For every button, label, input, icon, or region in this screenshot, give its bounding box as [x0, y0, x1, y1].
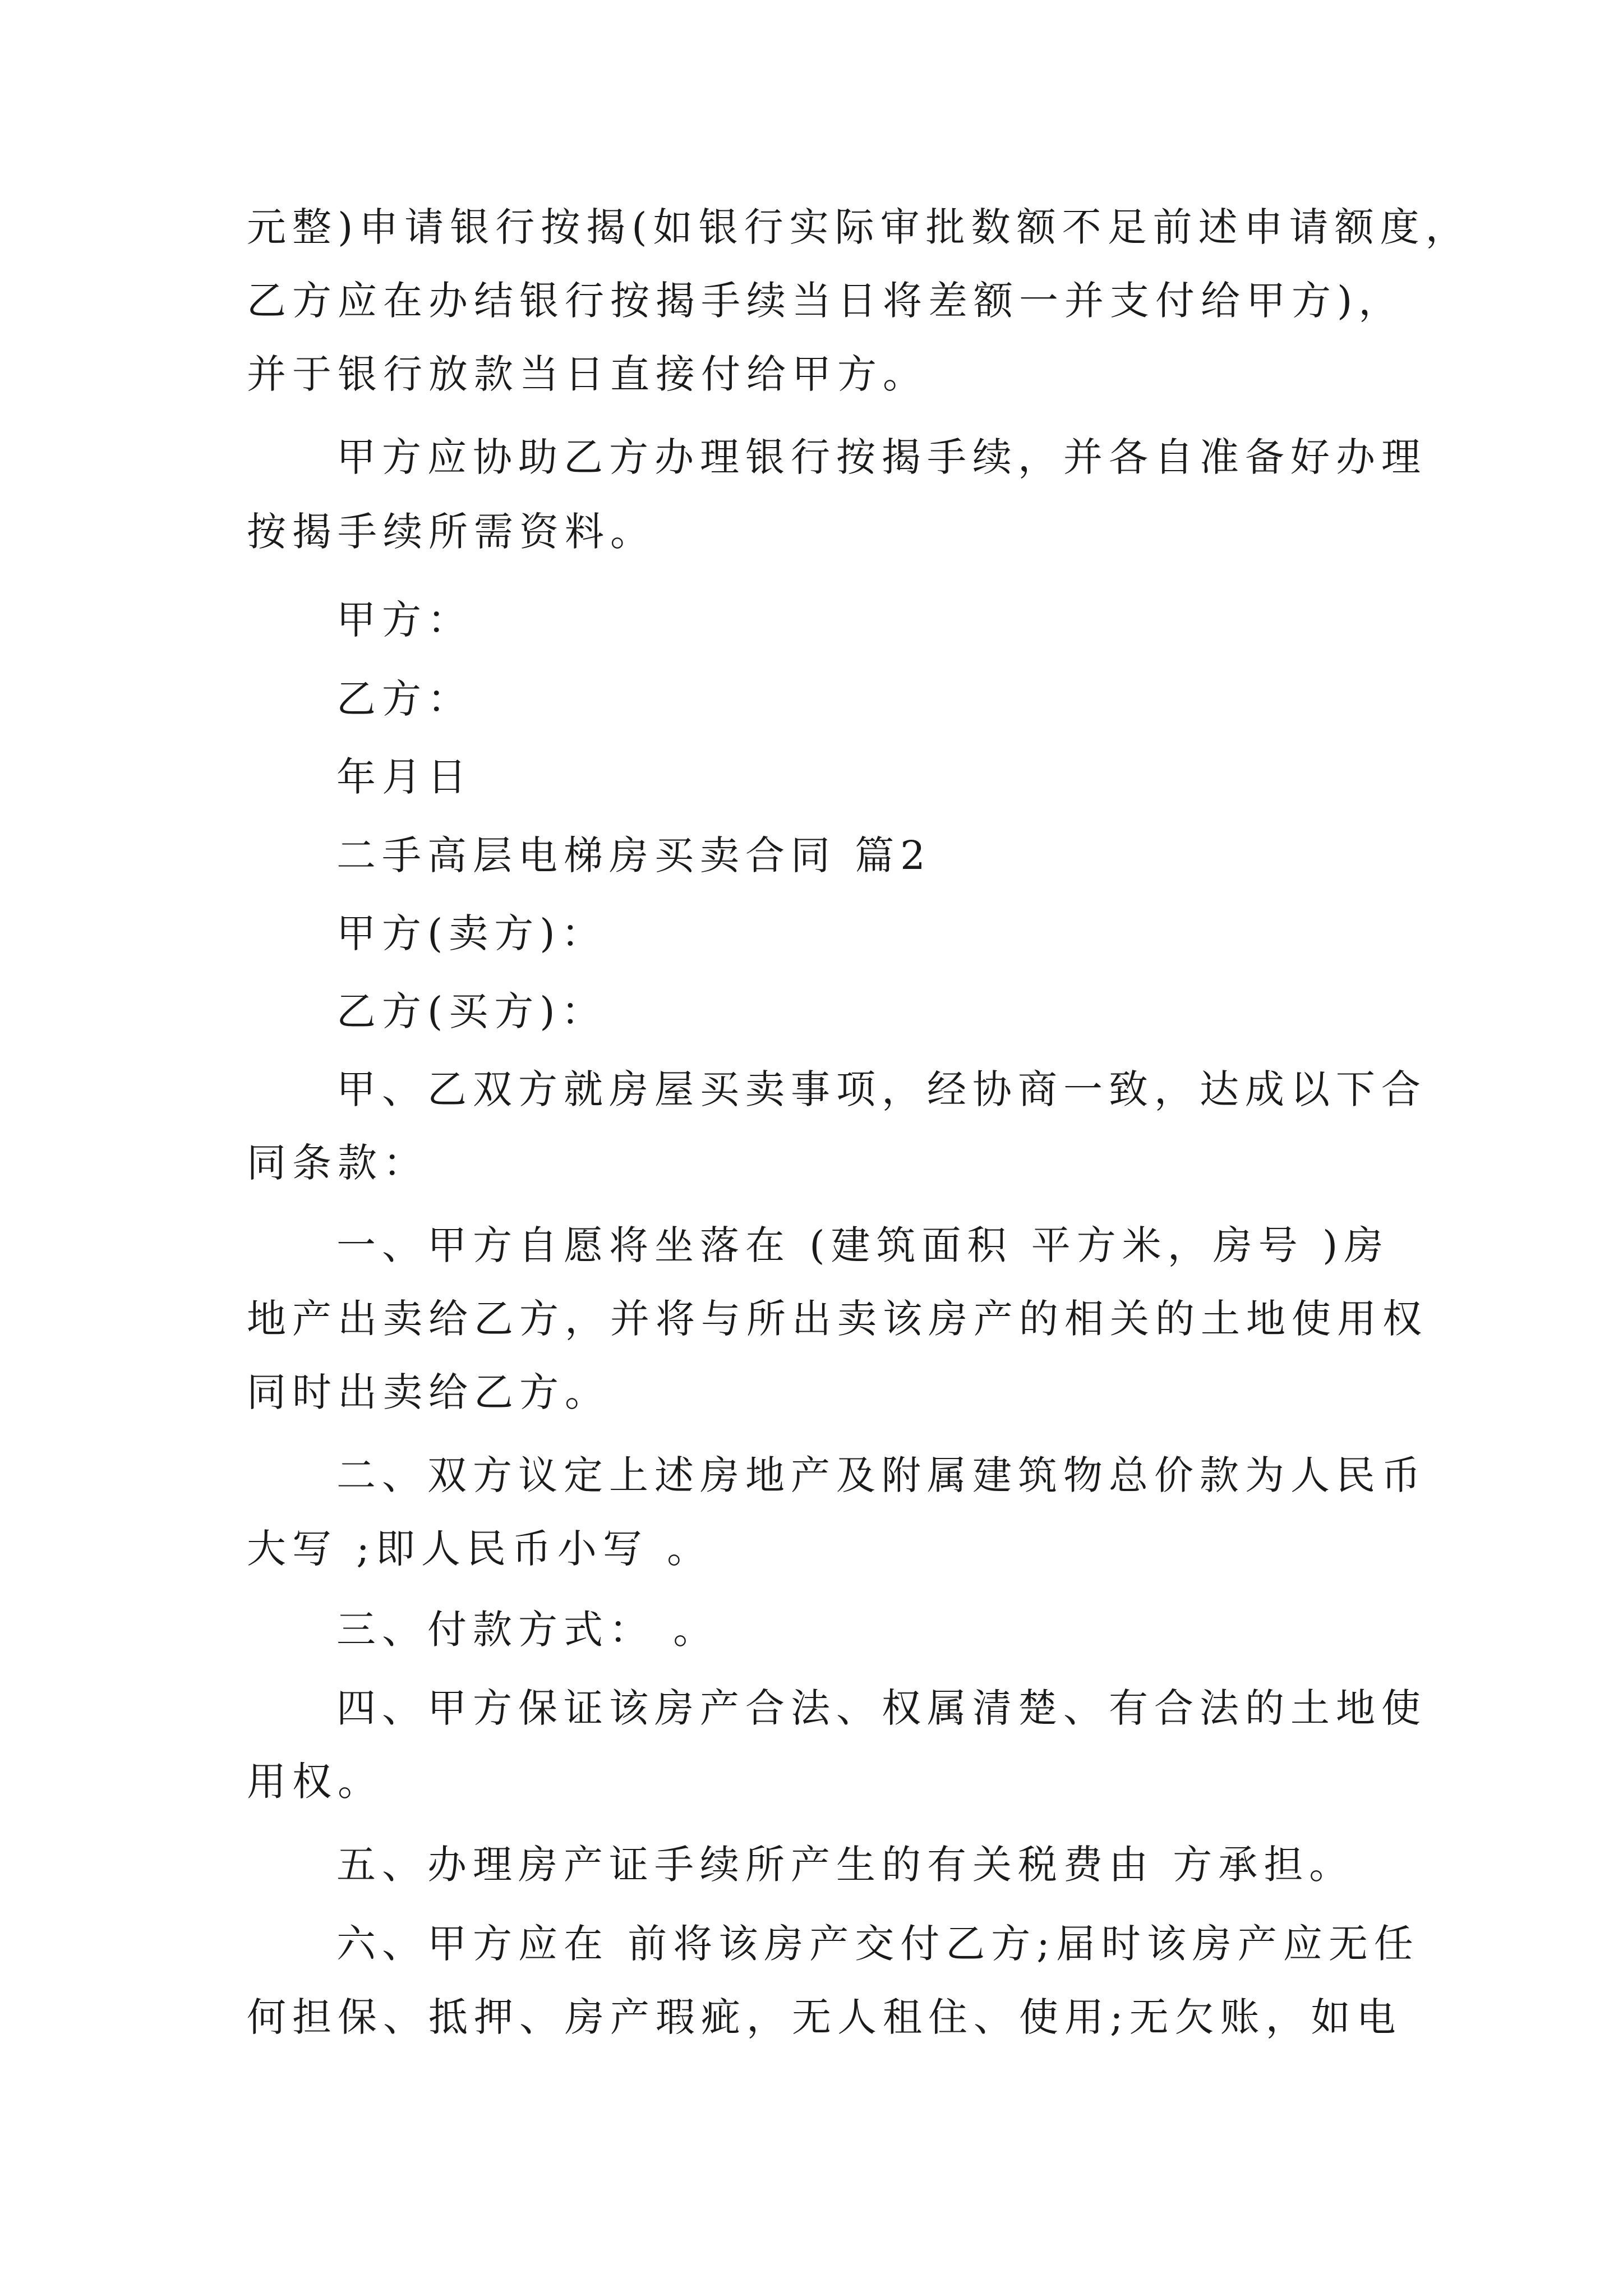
clause-2: 二、双方议定上述房地产及附属建筑物总价款为人民币 [336, 1452, 1427, 1498]
signature-party-a: 甲方： [336, 597, 473, 643]
clause-6: 六、甲方应在 前将该房产交付乙方;届时该房产应无任 [336, 1921, 1419, 1967]
clause-1: 一、甲方自愿将坐落在 (建筑面积 平方米，房号 )房 [336, 1222, 1390, 1268]
paragraph-first-line: 甲、乙双方就房屋买卖事项，经协商一致，达成以下合 [336, 1066, 1427, 1112]
party-seller: 甲方(卖方)： [336, 910, 607, 956]
party-buyer: 乙方(买方)： [336, 988, 607, 1034]
text-line: 按揭手续所需资料。 [247, 509, 656, 555]
text-line: 同条款： [247, 1140, 428, 1186]
text-line: 同时出卖给乙方。 [247, 1369, 610, 1415]
text-line: 元整)申请银行按揭(如银行实际审批数额不足前述申请额度， [247, 204, 1471, 250]
signature-date: 年月日 [336, 754, 473, 800]
paragraph-first-line: 甲方应协助乙方办理银行按揭手续，并各自准备好办理 [336, 434, 1427, 480]
text-line: 用权。 [247, 1759, 383, 1805]
text-line: 地产出卖给乙方，并将与所出卖该房产的相关的土地使用权 [247, 1296, 1428, 1342]
text-line: 并于银行放款当日直接付给甲方。 [247, 351, 928, 397]
text-line: 乙方应在办结银行按揭手续当日将差额一并支付给甲方)， [247, 278, 1404, 324]
clause-5: 五、办理房产证手续所产生的有关税费由 方承担。 [336, 1842, 1355, 1888]
signature-party-b: 乙方： [336, 676, 473, 722]
text-line: 大写 ;即人民币小写 。 [247, 1526, 713, 1572]
clause-3: 三、付款方式： 。 [336, 1607, 719, 1653]
clause-4: 四、甲方保证该房产合法、权属清楚、有合法的土地使 [336, 1685, 1427, 1731]
text-line: 何担保、抵押、房产瑕疵，无人租住、使用;无欠账，如电 [247, 1994, 1402, 2040]
section-heading: 二手高层电梯房买卖合同 篇2 [336, 832, 932, 878]
